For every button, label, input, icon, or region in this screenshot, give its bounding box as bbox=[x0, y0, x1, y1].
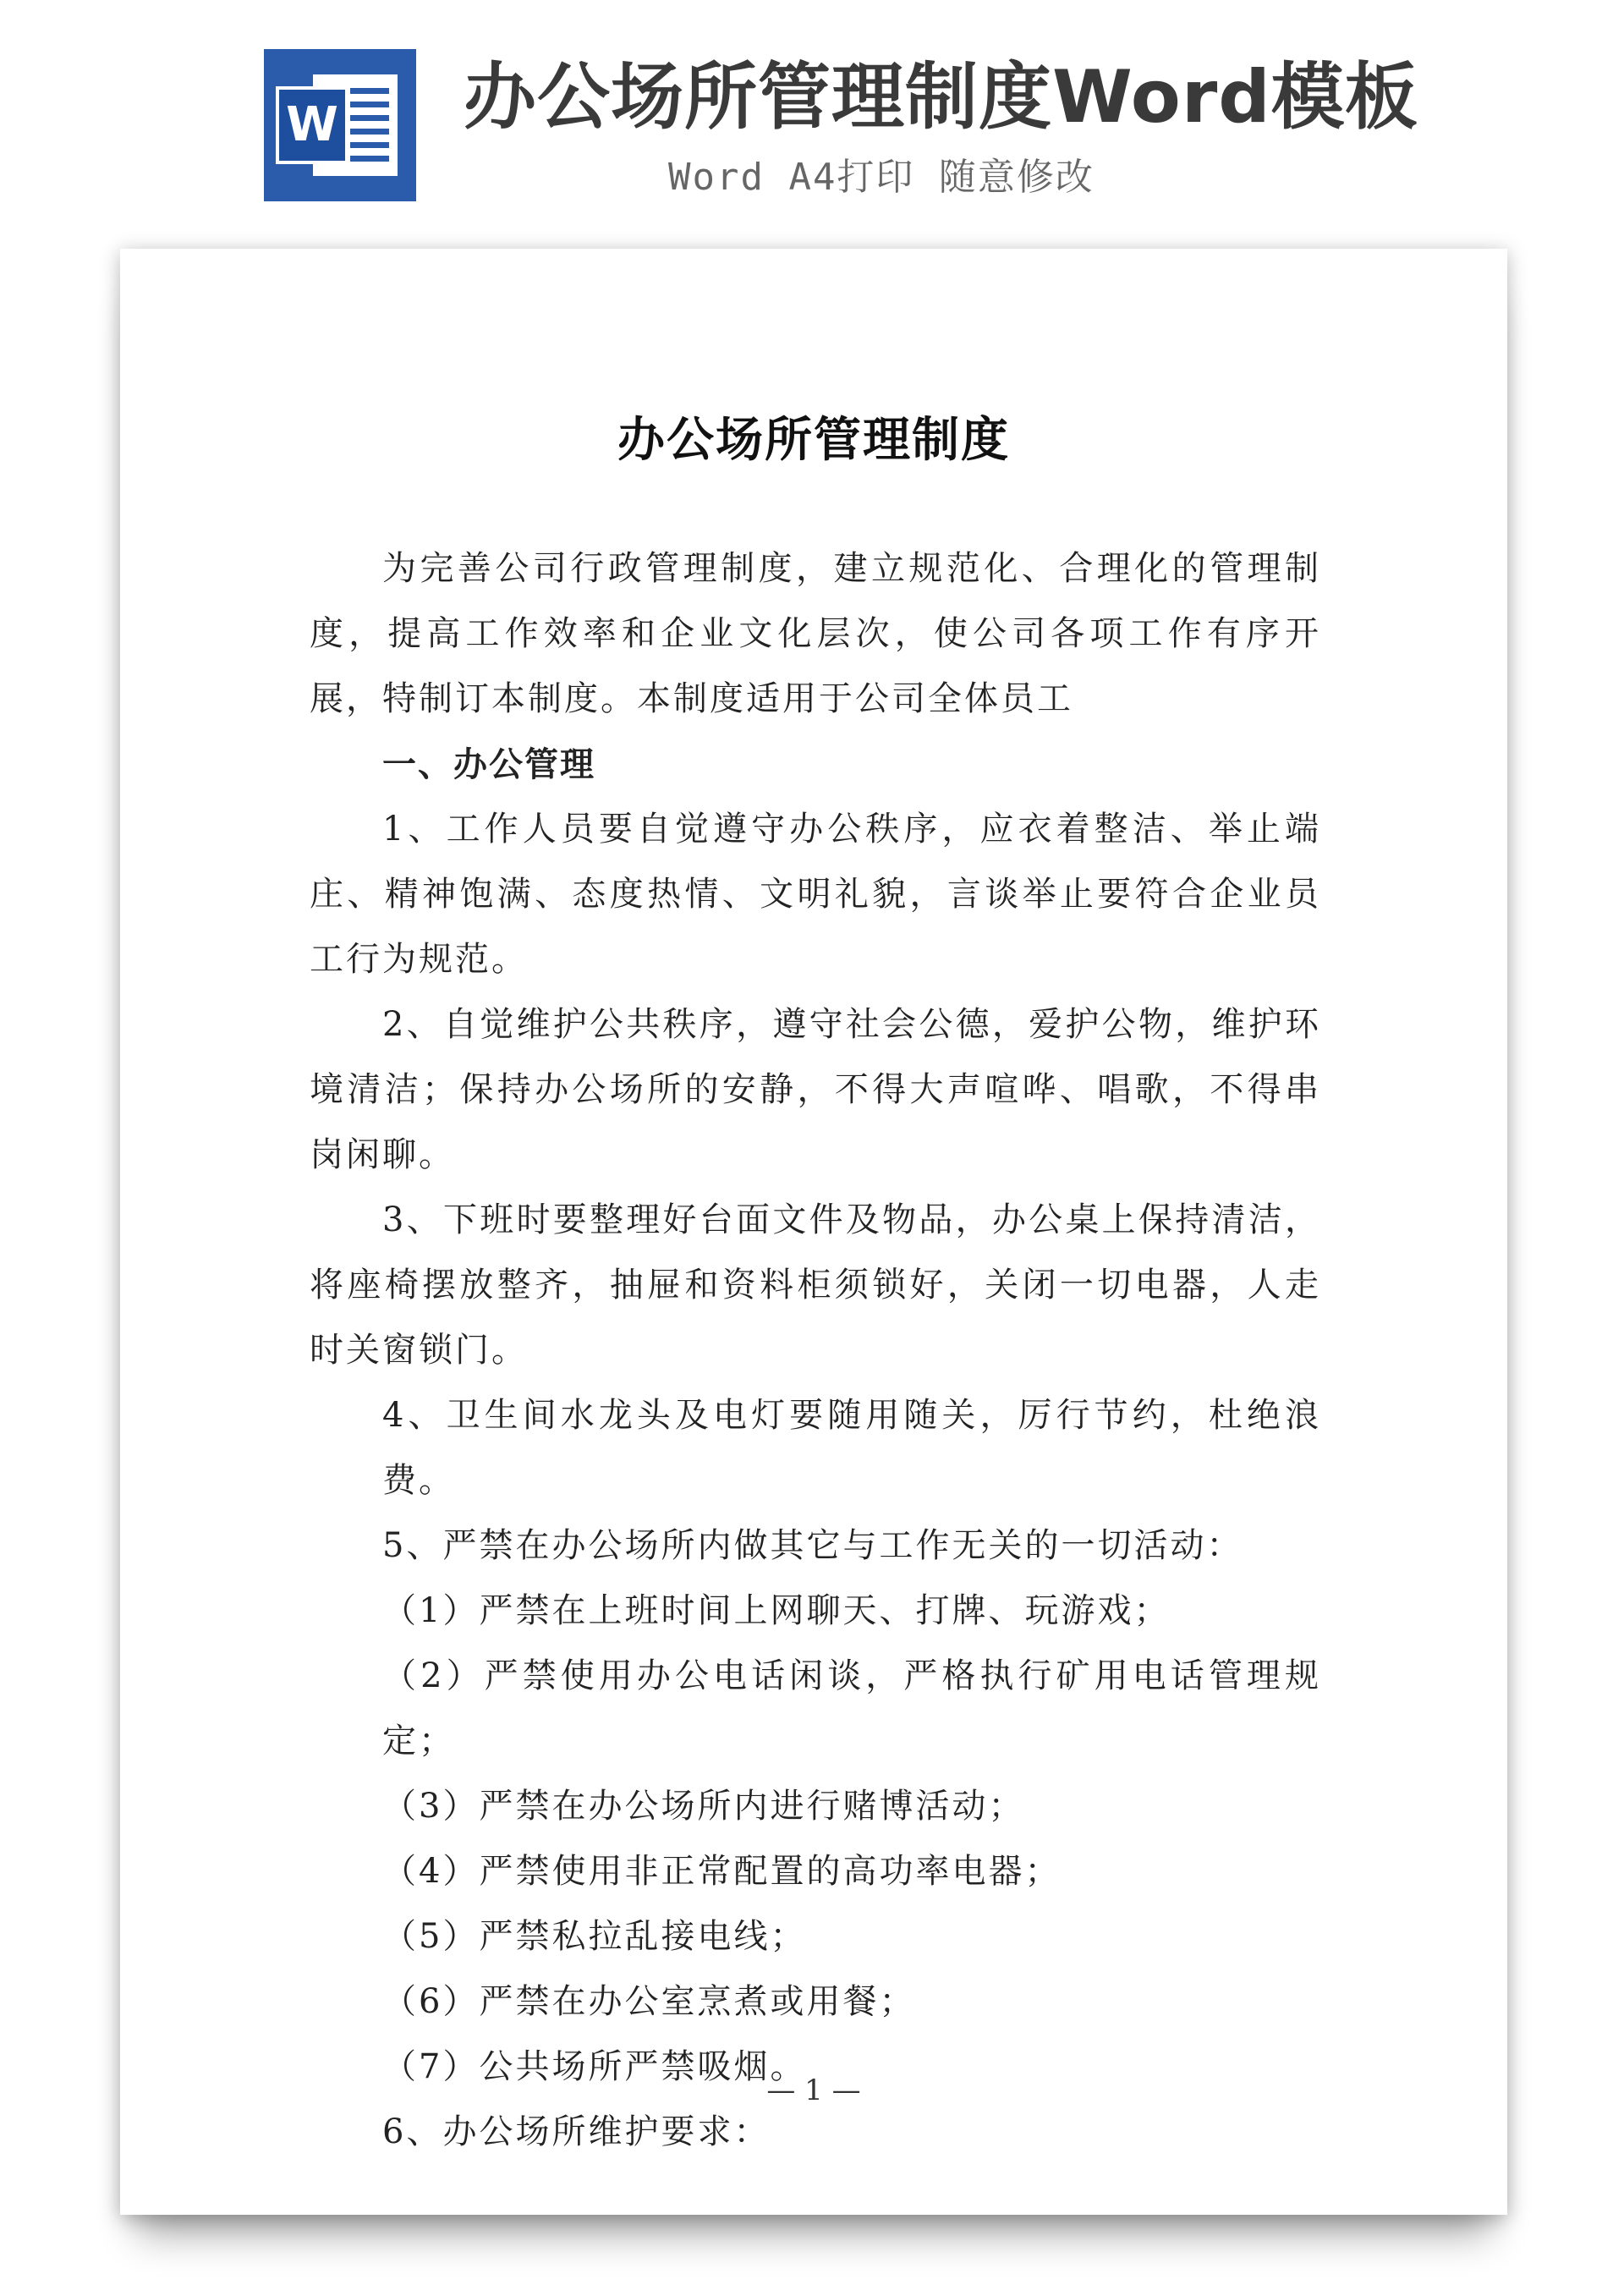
banner-subtitle: Word A4打印 随意修改 bbox=[668, 156, 1095, 199]
rule-paragraph: 1、工作人员要自觉遵守办公秩序，应衣着整洁、举止端庄、精神饱满、态度热情、文明礼貌，言谈举止要符合企业员工行为规范。 bbox=[310, 810, 1321, 979]
rule-paragraph: 6、办公场所维护要求： bbox=[382, 2112, 771, 2151]
template-banner bbox=[0, 0, 1624, 220]
prohibition-item: （4）严禁使用非正常配置的高功率电器； bbox=[382, 1852, 1062, 1891]
section-heading-office-management: 一、办公管理 bbox=[382, 744, 595, 784]
intro-paragraph: 为完善公司行政管理制度，建立规范化、合理化的管理制度，提高工作效率和企业文化层次，使公司各项工作有序开展，特制订本制度。本制度适用于公司全体员工 bbox=[310, 549, 1321, 718]
word-icon bbox=[264, 49, 416, 201]
document-page bbox=[120, 249, 1507, 2215]
rule-paragraph: 3、下班时要整理好台面文件及物品，办公桌上保持清洁，将座椅摆放整齐，抽屉和资料柜须锁好，关闭一切电器，人走时关窗锁门。 bbox=[310, 1200, 1321, 1370]
prohibition-item: （5）严禁私拉乱接电线； bbox=[382, 1917, 807, 1956]
document-body bbox=[310, 536, 1321, 2165]
prohibition-item: （7）公共场所严禁吸烟。 bbox=[382, 2047, 807, 2086]
prohibition-item: （2）严禁使用办公电话闲谈，严格执行矿用电话管理规定； bbox=[382, 1656, 1321, 1760]
document-title: 办公场所管理制度 bbox=[617, 412, 1010, 468]
rule-paragraph: 5、严禁在办公场所内做其它与工作无关的一切活动： bbox=[382, 1526, 1243, 1565]
rule-paragraph: 4、卫生间水龙头及电灯要随用随关，厉行节约，杜绝浪费。 bbox=[382, 1396, 1321, 1500]
prohibition-item: （6）严禁在办公室烹煮或用餐； bbox=[382, 1982, 916, 2021]
prohibition-item: （3）严禁在办公场所内进行赌博活动； bbox=[382, 1787, 1025, 1826]
page-number: — 1 — bbox=[766, 2074, 861, 2107]
rule-paragraph: 2、自觉维护公共秩序，遵守社会公德，爱护公物，维护环境清洁；保持办公场所的安静，不得大声喧哗、唱歌，不得串岗闲聊。 bbox=[310, 1005, 1321, 1174]
banner-title: 办公场所管理制度Word模板 bbox=[464, 55, 1418, 140]
word-letter-badge: W bbox=[276, 86, 348, 164]
prohibition-item: （1）严禁在上班时间上网聊天、打牌、玩游戏； bbox=[382, 1591, 1171, 1630]
